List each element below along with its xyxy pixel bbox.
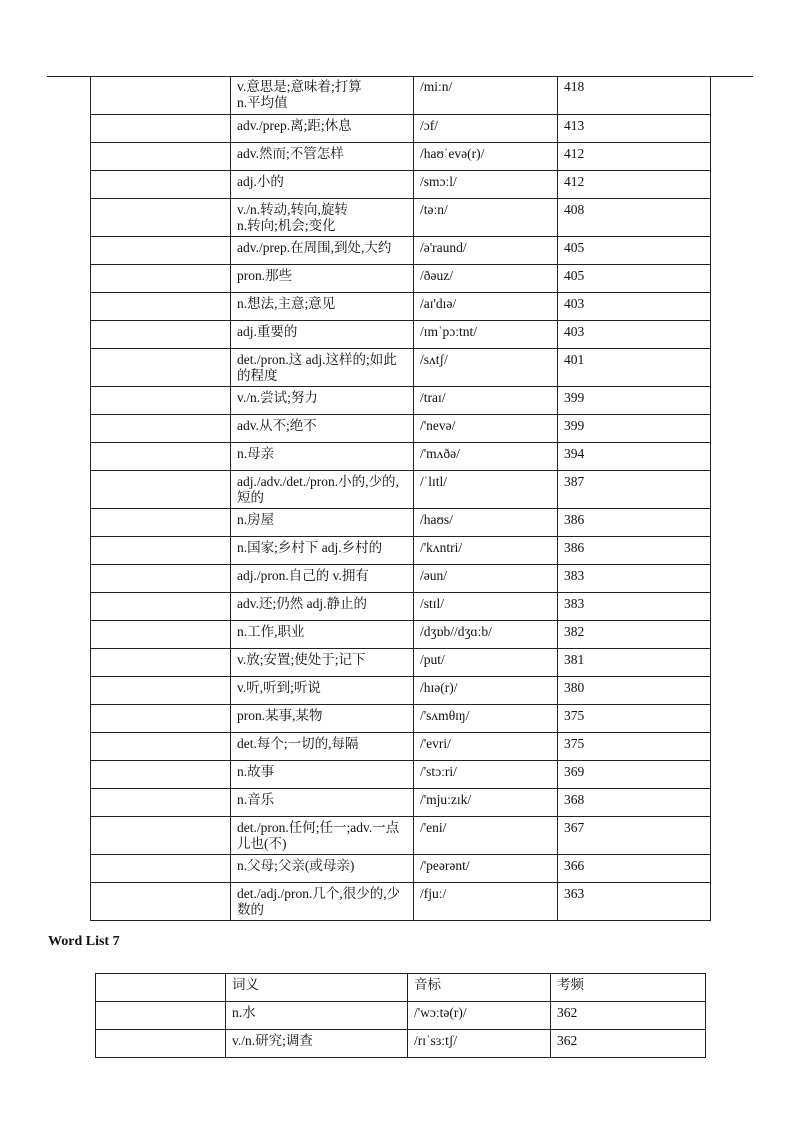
meaning-cell: n.国家;乡村下 adj.乡村的 [231,536,414,564]
meaning-cell: n.音乐 [231,788,414,816]
word-list-7-heading: Word List 7 [48,934,120,949]
frequency-cell: 362 [551,1002,706,1030]
meaning-cell: v.听,听到;听说 [231,676,414,704]
index-cell [96,974,226,1002]
phonetic-cell: /ə'raund/ [414,236,558,264]
frequency-cell: 380 [558,676,711,704]
meaning-cell: det./adj./pron.几个,很少的,少数的 [231,882,414,920]
index-cell [91,348,231,386]
index-cell [96,1002,226,1030]
meaning-cell: adj.重要的 [231,320,414,348]
frequency-cell: 375 [558,704,711,732]
phonetic-cell: /smɔːl/ [414,170,558,198]
meaning-cell: adj./adv./det./pron.小的,少的,短的 [231,470,414,508]
frequency-cell: 412 [558,170,711,198]
meaning-cell: n.工作,职业 [231,620,414,648]
word-table-list-6 [90,76,711,921]
phonetic-cell: /traɪ/ [414,386,558,414]
frequency-cell: 386 [558,536,711,564]
frequency-cell: 413 [558,114,711,142]
phonetic-cell: /hɪə(r)/ [414,676,558,704]
frequency-cell: 382 [558,620,711,648]
frequency-cell: 418 [558,76,711,114]
meaning-cell: adv.从不;绝不 [231,414,414,442]
index-cell [91,386,231,414]
frequency-cell: 367 [558,816,711,854]
phonetic-cell: /dʒɒb//dʒɑːb/ [414,620,558,648]
index-cell [91,76,231,114]
table-row [91,648,711,676]
phonetic-cell: /sʌtʃ/ [414,348,558,386]
phonetic-cell: /'peərənt/ [414,854,558,882]
table-row [91,264,711,292]
index-cell [91,264,231,292]
index-cell [91,620,231,648]
frequency-cell: 369 [558,760,711,788]
index-cell [91,732,231,760]
table-row [91,816,711,854]
index-cell [91,142,231,170]
meaning-cell: n.水 [226,1002,408,1030]
frequency-cell: 399 [558,386,711,414]
table-row [91,760,711,788]
frequency-cell: 405 [558,264,711,292]
index-cell [91,536,231,564]
table-row [96,1002,706,1030]
meaning-cell: n.母亲 [231,442,414,470]
frequency-cell: 403 [558,320,711,348]
index-cell [91,292,231,320]
table-row [91,882,711,920]
phonetic-cell: /miːn/ [414,76,558,114]
frequency-cell: 405 [558,236,711,264]
frequency-cell: 387 [558,470,711,508]
phonetic-cell: /'wɔːtə(r)/ [408,1002,551,1030]
meaning-cell: v.放;安置;使处于;记下 [231,648,414,676]
table-row [91,854,711,882]
index-cell [91,442,231,470]
meaning-header: 词义 [226,974,408,1002]
phonetic-cell: /'mjuːzɪk/ [414,788,558,816]
meaning-cell: n.房屋 [231,508,414,536]
meaning-cell: adv.还;仍然 adj.静止的 [231,592,414,620]
word-table-list-7 [95,973,706,1058]
table-row [91,676,711,704]
phonetic-cell: /ɔf/ [414,114,558,142]
index-cell [91,788,231,816]
table-row [91,236,711,264]
index-cell [91,320,231,348]
meaning-cell: v./n.转动,转向,旋转 n.转向;机会;变化 [231,198,414,236]
table-row [91,564,711,592]
table-row [91,592,711,620]
frequency-cell: 386 [558,508,711,536]
phonetic-cell: /rɪˈsɜːtʃ/ [408,1030,551,1058]
frequency-cell: 403 [558,292,711,320]
phonetic-cell: /ðəuz/ [414,264,558,292]
phonetic-cell: /'evri/ [414,732,558,760]
phonetic-cell: /'stɔːri/ [414,760,558,788]
table-row [91,704,711,732]
meaning-cell: pron.那些 [231,264,414,292]
table-row [91,292,711,320]
table-row [91,320,711,348]
frequency-cell: 363 [558,882,711,920]
frequency-cell: 368 [558,788,711,816]
phonetic-cell: /put/ [414,648,558,676]
phonetic-cell: /'eni/ [414,816,558,854]
table-row [91,732,711,760]
meaning-cell: v./n.尝试;努力 [231,386,414,414]
table-row [91,142,711,170]
phonetic-header: 音标 [408,974,551,1002]
index-cell [91,882,231,920]
index-cell [91,198,231,236]
phonetic-cell: /təːn/ [414,198,558,236]
table-row [91,198,711,236]
index-cell [96,1030,226,1058]
meaning-cell: adv./prep.离;距;休息 [231,114,414,142]
table-row [91,348,711,386]
frequency-cell: 362 [551,1030,706,1058]
meaning-cell: v./n.研究;调查 [226,1030,408,1058]
index-cell [91,114,231,142]
table-row [96,1030,706,1058]
phonetic-cell: /'sʌmθɪŋ/ [414,704,558,732]
table-row [91,536,711,564]
meaning-cell: n.故事 [231,760,414,788]
table-row [91,386,711,414]
meaning-cell: adv./prep.在周围,到处,大约 [231,236,414,264]
phonetic-cell: /'mʌðə/ [414,442,558,470]
meaning-cell: pron.某事,某物 [231,704,414,732]
index-cell [91,592,231,620]
frequency-cell: 381 [558,648,711,676]
table-row [91,470,711,508]
frequency-cell: 412 [558,142,711,170]
table-row [91,414,711,442]
frequency-cell: 399 [558,414,711,442]
table-row [91,442,711,470]
index-cell [91,170,231,198]
frequency-header: 考频 [551,974,706,1002]
phonetic-cell: /ˈlɪtl/ [414,470,558,508]
table-row [91,170,711,198]
index-cell [91,508,231,536]
phonetic-cell: /'nevə/ [414,414,558,442]
index-cell [91,760,231,788]
phonetic-cell: /aɪ'dɪə/ [414,292,558,320]
frequency-cell: 394 [558,442,711,470]
meaning-cell: adj./pron.自己的 v.拥有 [231,564,414,592]
frequency-cell: 375 [558,732,711,760]
index-cell [91,470,231,508]
phonetic-cell: /fjuː/ [414,882,558,920]
phonetic-cell: /ɪmˈpɔːtnt/ [414,320,558,348]
meaning-cell: adv.然而;不管怎样 [231,142,414,170]
index-cell [91,236,231,264]
index-cell [91,816,231,854]
index-cell [91,414,231,442]
phonetic-cell: /'kʌntri/ [414,536,558,564]
phonetic-cell: /əun/ [414,564,558,592]
frequency-cell: 383 [558,592,711,620]
frequency-cell: 383 [558,564,711,592]
frequency-cell: 401 [558,348,711,386]
index-cell [91,704,231,732]
phonetic-cell: /haʊs/ [414,508,558,536]
table-row [91,788,711,816]
table-row [91,76,711,114]
frequency-cell: 366 [558,854,711,882]
meaning-cell: det.每个;一切的,每隔 [231,732,414,760]
meaning-cell: n.想法,主意;意见 [231,292,414,320]
phonetic-cell: /haʊˈevə(r)/ [414,142,558,170]
index-cell [91,564,231,592]
table-row [91,508,711,536]
phonetic-cell: /stɪl/ [414,592,558,620]
index-cell [91,676,231,704]
table-header-row [96,974,706,1002]
index-cell [91,648,231,676]
index-cell [91,854,231,882]
meaning-cell: v.意思是;意味着;打算 n.平均值 [231,76,414,114]
table-row [91,114,711,142]
meaning-cell: n.父母;父亲(或母亲) [231,854,414,882]
meaning-cell: adj.小的 [231,170,414,198]
table-row [91,620,711,648]
meaning-cell: det./pron.任何;任一;adv.一点儿也(不) [231,816,414,854]
meaning-cell: det./pron.这 adj.这样的;如此的程度 [231,348,414,386]
frequency-cell: 408 [558,198,711,236]
